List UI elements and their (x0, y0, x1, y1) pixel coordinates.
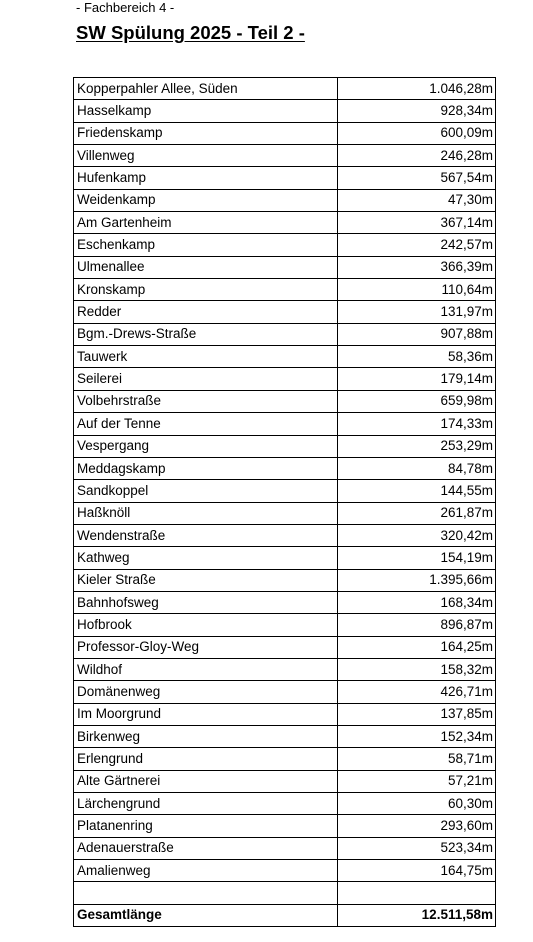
table-row (74, 78, 496, 100)
street-name-cell: Meddagskamp (74, 457, 338, 479)
table-row (74, 524, 496, 546)
street-length-cell: 164,75m (338, 860, 496, 882)
street-length-cell: 152,34m (338, 725, 496, 747)
street-name-cell: Hofbrook (74, 614, 338, 636)
empty-cell (74, 882, 338, 904)
street-length-cell: 58,71m (338, 748, 496, 770)
street-length-cell: 320,42m (338, 524, 496, 546)
street-name-cell: Volbehrstraße (74, 390, 338, 412)
table-row (74, 815, 496, 837)
table-row (74, 301, 496, 323)
table-row (74, 725, 496, 747)
street-length-cell: 131,97m (338, 301, 496, 323)
table-row (74, 614, 496, 636)
street-length-cell: 47,30m (338, 189, 496, 211)
empty-cell (338, 882, 496, 904)
street-length-cell: 367,14m (338, 212, 496, 234)
table-row (74, 212, 496, 234)
street-length-cell: 164,25m (338, 636, 496, 658)
table-row (74, 703, 496, 725)
street-name-cell: Wildhof (74, 658, 338, 680)
street-name-cell: Adenauerstraße (74, 837, 338, 859)
street-length-cell: 174,33m (338, 413, 496, 435)
table-row (74, 234, 496, 256)
street-name-cell: Professor-Gloy-Weg (74, 636, 338, 658)
street-name-cell: Sandkoppel (74, 480, 338, 502)
empty-row (74, 882, 496, 904)
street-name-cell: Weidenkamp (74, 189, 338, 211)
street-length-cell: 110,64m (338, 279, 496, 301)
table-row (74, 145, 496, 167)
table-row (74, 681, 496, 703)
street-name-cell: Friedenskamp (74, 122, 338, 144)
street-length-cell: 179,14m (338, 368, 496, 390)
street-length-cell: 659,98m (338, 390, 496, 412)
table-row (74, 256, 496, 278)
street-name-cell: Tauwerk (74, 346, 338, 368)
table-row (74, 413, 496, 435)
table-row (74, 837, 496, 859)
table-row (74, 480, 496, 502)
street-length-cell: 567,54m (338, 167, 496, 189)
street-length-cell: 928,34m (338, 100, 496, 122)
table-row (74, 189, 496, 211)
street-name-cell: Redder (74, 301, 338, 323)
street-name-cell: Wendenstraße (74, 524, 338, 546)
table-row (74, 390, 496, 412)
street-length-cell: 907,88m (338, 323, 496, 345)
table-row (74, 636, 496, 658)
street-length-table-body (74, 78, 496, 927)
street-length-cell: 154,19m (338, 547, 496, 569)
table-row (74, 323, 496, 345)
table-row (74, 748, 496, 770)
street-length-cell: 293,60m (338, 815, 496, 837)
street-name-cell: Alte Gärtnerei (74, 770, 338, 792)
table-row (74, 547, 496, 569)
street-name-cell: Kopperpahler Allee, Süden (74, 78, 338, 100)
street-name-cell: Amalienweg (74, 860, 338, 882)
street-length-cell: 426,71m (338, 681, 496, 703)
street-name-cell: Seilerei (74, 368, 338, 390)
table-row (74, 346, 496, 368)
table-row (74, 435, 496, 457)
street-name-cell: Erlengrund (74, 748, 338, 770)
table-row (74, 122, 496, 144)
street-length-cell: 168,34m (338, 591, 496, 613)
street-length-cell: 242,57m (338, 234, 496, 256)
total-length-cell: 12.511,58m (338, 904, 496, 926)
street-name-cell: Kathweg (74, 547, 338, 569)
street-name-cell: Hufenkamp (74, 167, 338, 189)
table-row (74, 591, 496, 613)
street-length-cell: 60,30m (338, 793, 496, 815)
street-length-cell: 896,87m (338, 614, 496, 636)
street-name-cell: Villenweg (74, 145, 338, 167)
table-row (74, 167, 496, 189)
table-row (74, 457, 496, 479)
total-row (74, 904, 496, 926)
table-row (74, 770, 496, 792)
street-length-cell: 246,28m (338, 145, 496, 167)
street-name-cell: Kronskamp (74, 279, 338, 301)
table-row (74, 860, 496, 882)
street-length-cell: 58,36m (338, 346, 496, 368)
street-length-cell: 261,87m (338, 502, 496, 524)
street-length-table (73, 77, 496, 927)
street-length-cell: 137,85m (338, 703, 496, 725)
table-row (74, 569, 496, 591)
street-length-cell: 144,55m (338, 480, 496, 502)
street-name-cell: Im Moorgrund (74, 703, 338, 725)
street-name-cell: Birkenweg (74, 725, 338, 747)
street-name-cell: Kieler Straße (74, 569, 338, 591)
street-name-cell: Haßknöll (74, 502, 338, 524)
street-name-cell: Hasselkamp (74, 100, 338, 122)
street-name-cell: Am Gartenheim (74, 212, 338, 234)
street-length-cell: 1.046,28m (338, 78, 496, 100)
table-row (74, 279, 496, 301)
street-length-cell: 600,09m (338, 122, 496, 144)
street-name-cell: Bahnhofsweg (74, 591, 338, 613)
street-name-cell: Ulmenallee (74, 256, 338, 278)
street-length-cell: 158,32m (338, 658, 496, 680)
street-name-cell: Platanenring (74, 815, 338, 837)
department-label: - Fachbereich 4 - (76, 0, 175, 15)
street-length-cell: 57,21m (338, 770, 496, 792)
table-row (74, 368, 496, 390)
table-row (74, 502, 496, 524)
street-name-cell: Domänenweg (74, 681, 338, 703)
table-row (74, 100, 496, 122)
table-row (74, 793, 496, 815)
street-name-cell: Lärchengrund (74, 793, 338, 815)
total-label-cell: Gesamtlänge (74, 904, 338, 926)
street-length-cell: 253,29m (338, 435, 496, 457)
street-length-cell: 523,34m (338, 837, 496, 859)
table-row (74, 658, 496, 680)
document-title: SW Spülung 2025 - Teil 2 - (76, 22, 305, 43)
street-name-cell: Bgm.-Drews-Straße (74, 323, 338, 345)
street-length-cell: 1.395,66m (338, 569, 496, 591)
street-name-cell: Eschenkamp (74, 234, 338, 256)
street-length-cell: 84,78m (338, 457, 496, 479)
street-name-cell: Auf der Tenne (74, 413, 338, 435)
street-length-cell: 366,39m (338, 256, 496, 278)
street-name-cell: Vespergang (74, 435, 338, 457)
